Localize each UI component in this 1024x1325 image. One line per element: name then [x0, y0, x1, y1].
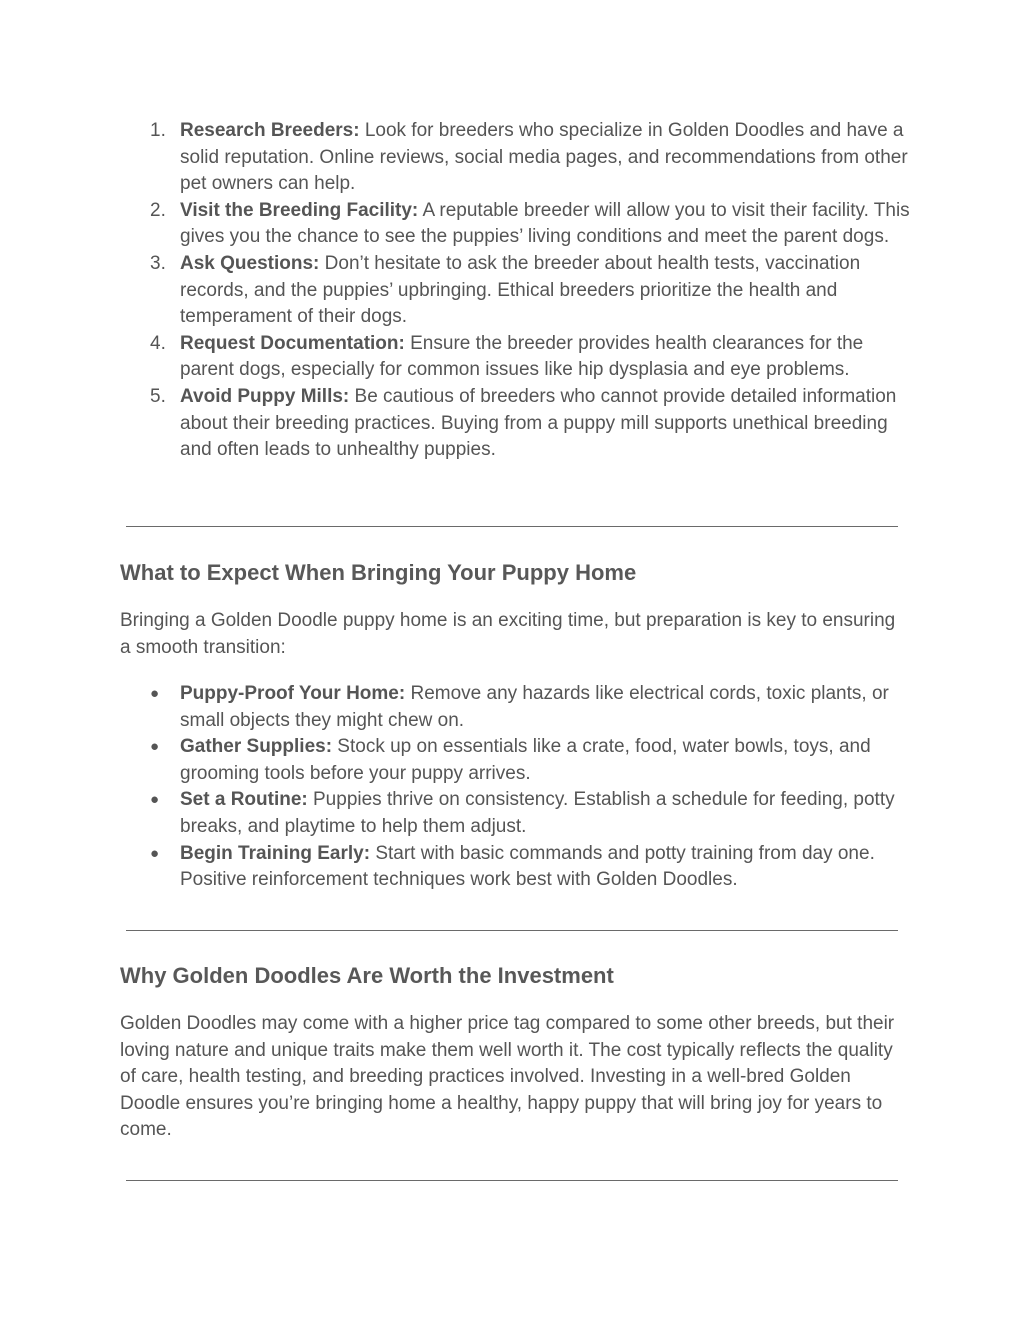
item-title: Gather Supplies:	[180, 736, 333, 758]
section-intro-home: Bringing a Golden Doodle puppy home is an exciting time, but preparation is key to ensuring a smooth transition:	[120, 610, 896, 658]
list-item	[120, 118, 910, 198]
item-title: Request Documentation:	[180, 332, 405, 354]
item-text: Look for breeders who specialize in Golden Doodles and have a solid reputation. Online reviews, social media pages, and recommendations from other pet owners can help.	[180, 120, 908, 195]
item-text: Be cautious of breeders who cannot provide detailed information about their breeding practices. Buying from a puppy mill supports unethical breeding and often leads to unhealthy puppies.	[180, 385, 897, 461]
list-number: 1.	[150, 120, 166, 141]
item-title: Set a Routine:	[180, 789, 308, 811]
list-item	[120, 841, 910, 894]
section-divider	[126, 1180, 898, 1181]
list-item	[120, 331, 910, 384]
item-title: Puppy-Proof Your Home:	[180, 683, 406, 704]
item-text: Start with basic commands and potty training from day one. Positive reinforcement techniques work best with Golden Doodles.	[180, 842, 875, 891]
list-item	[120, 384, 910, 464]
item-title: Begin Training Early:	[180, 842, 371, 864]
list-number: 4.	[150, 332, 166, 354]
home-prep-list	[120, 681, 910, 894]
bullet-icon: ●	[150, 844, 160, 862]
item-title: Visit the Breeding Facility:	[180, 199, 419, 221]
section-heading-investment: Why Golden Doodles Are Worth the Investment	[120, 963, 614, 988]
item-title: Research Breeders:	[180, 120, 360, 141]
item-text: Puppies thrive on consistency. Establish a schedule for feeding, potty breaks, and playtime to help them adjust.	[180, 789, 895, 837]
list-item	[120, 198, 910, 251]
bullet-icon: ●	[150, 791, 160, 809]
item-text: Stock up on essentials like a crate, food, water bowls, toys, and grooming tools before your puppy arrives.	[180, 736, 871, 784]
section-heading-home: What to Expect When Bringing Your Puppy Home	[120, 560, 637, 585]
list-number: 5.	[150, 385, 166, 407]
list-item	[120, 681, 910, 734]
item-title: Avoid Puppy Mills:	[180, 385, 350, 407]
section-divider	[126, 930, 898, 931]
list-item	[120, 787, 910, 840]
section-divider	[126, 526, 898, 527]
list-item	[120, 251, 910, 331]
breeder-steps-list	[120, 118, 910, 464]
bullet-icon: ●	[150, 738, 160, 756]
item-text: Don’t hesitate to ask the breeder about health tests, vaccination records, and the puppies’ upbringing. Ethical breeders prioritize the health and temperament of their dogs.	[180, 252, 861, 328]
item-text: Remove any hazards like electrical cords, toxic plants, or small objects they might chew on.	[180, 683, 889, 731]
item-text: Ensure the breeder provides health clearances for the parent dogs, especially for common issues like hip dysplasia and eye problems.	[180, 332, 864, 381]
list-number: 2.	[150, 199, 166, 221]
bullet-icon: ●	[150, 685, 160, 702]
list-item	[120, 734, 910, 787]
list-number: 3.	[150, 252, 166, 274]
item-text: A reputable breeder will allow you to visit their facility. This gives you the chance to see the puppies’ living conditions and meet the parent dogs.	[180, 199, 910, 248]
section-body-investment: Golden Doodles may come with a higher price tag compared to some other breeds, but their loving nature and unique traits make them well worth it. The cost typically reflects the quality of care, health testing, and breeding practices involved. Investing in a well-bred Golden Doodle ensures you’re bringing home a healthy, happy puppy that will bring joy for years to come.	[120, 1013, 895, 1141]
item-title: Ask Questions:	[180, 252, 320, 274]
